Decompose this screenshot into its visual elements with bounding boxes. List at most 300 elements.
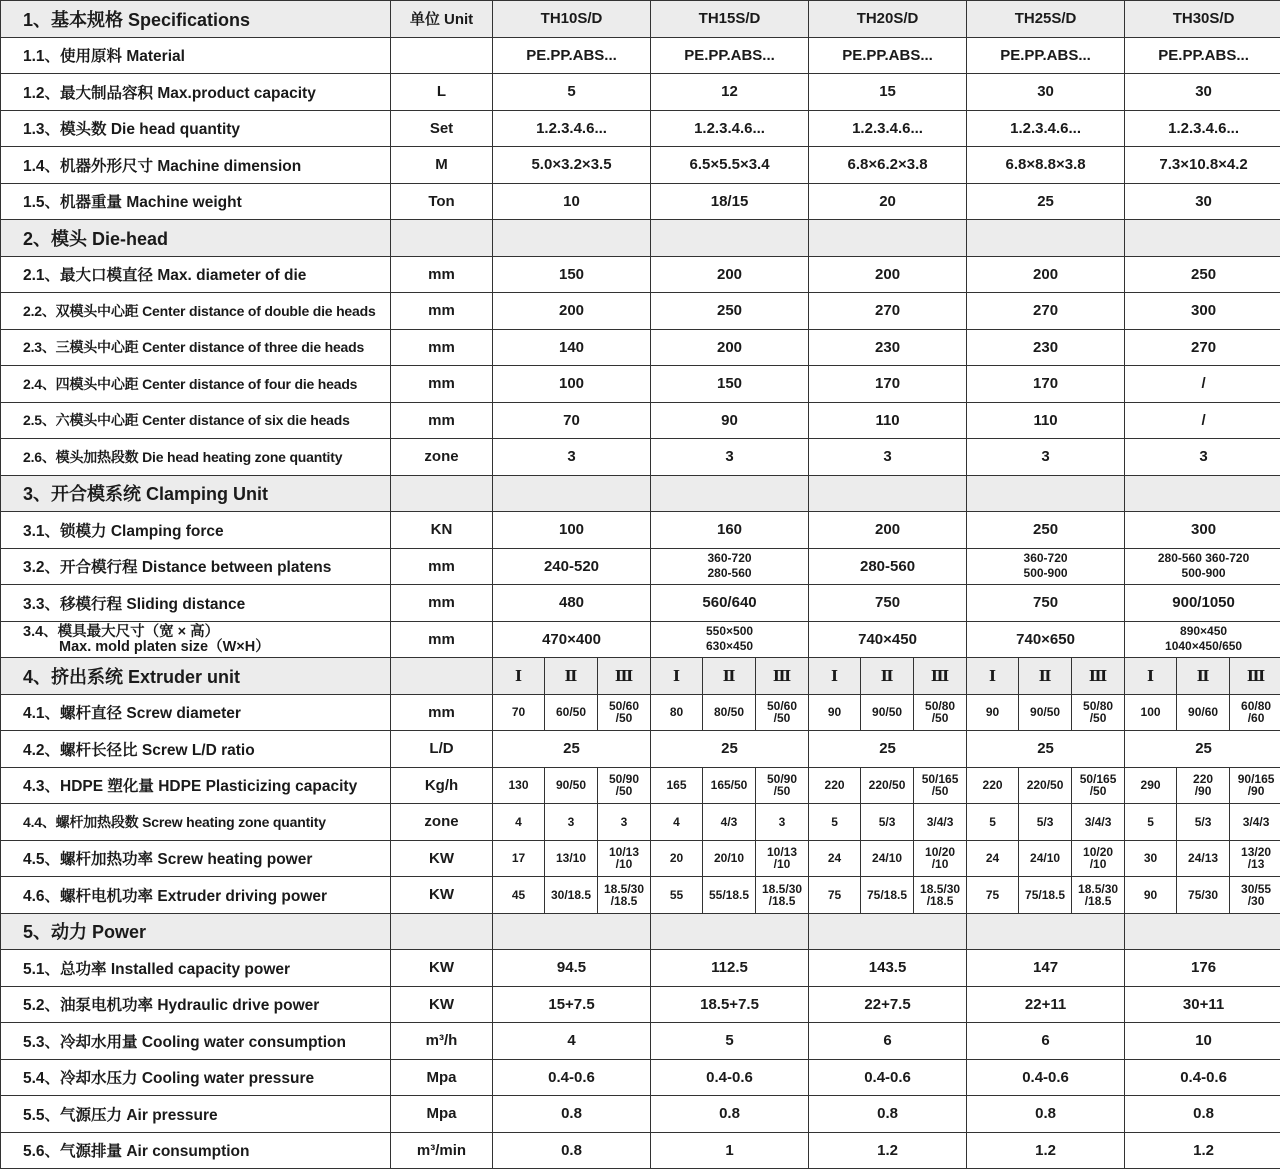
unit-cell: KN: [391, 512, 493, 549]
value-cell: 0.4-0.6: [967, 1059, 1125, 1096]
screw-value-cell: 60/50: [545, 694, 598, 731]
value-cell: 25: [1125, 731, 1280, 768]
screw-value-cell: 3/4/3: [914, 804, 967, 841]
row-label: 4.5、螺杆加热功率 Screw heating power: [1, 840, 391, 877]
value-cell: 5: [651, 1023, 809, 1060]
value-cell: 30: [1125, 183, 1280, 220]
screw-value-cell: [914, 694, 967, 731]
screw-index-cell: Ⅲ: [914, 658, 967, 695]
unit-header: 单位 Unit: [391, 1, 493, 38]
row-label: 5.4、冷却水压力 Cooling water pressure: [1, 1059, 391, 1096]
spec-row-mold-size: [1, 621, 1280, 658]
value-cell: [967, 548, 1125, 585]
unit-cell: mm: [391, 293, 493, 330]
value-cell: 1.2.3.4.6...: [493, 110, 651, 147]
value-cell: 270: [809, 293, 967, 330]
screw-value-cell: [756, 840, 809, 877]
row-label: 3.3、移模行程 Sliding distance: [1, 585, 391, 622]
value-cell: [651, 913, 809, 950]
cell-line: /50: [773, 784, 791, 799]
value-cell: 900/1050: [1125, 585, 1280, 622]
value-cell: 140: [493, 329, 651, 366]
value-cell: 240-520: [493, 548, 651, 585]
screw-index-cell: Ⅲ: [598, 658, 651, 695]
screw-value-cell: 220: [809, 767, 861, 804]
spec-row: [1, 1096, 1280, 1133]
cell-line: 280-560: [707, 566, 752, 581]
screw-value-cell: 17: [493, 840, 545, 877]
value-cell: [651, 621, 809, 658]
screw-value-cell: 3/4/3: [1072, 804, 1125, 841]
spec-row: [1, 110, 1280, 147]
screw-value-cell: 4/3: [703, 804, 756, 841]
cell-line: 10/20: [1083, 845, 1114, 860]
unit-cell: [391, 37, 493, 74]
screw-value-cell: [756, 767, 809, 804]
value-cell: 0.4-0.6: [809, 1059, 967, 1096]
value-cell: 15: [809, 74, 967, 111]
value-cell: [809, 475, 967, 512]
value-cell: 250: [651, 293, 809, 330]
unit-cell: mm: [391, 366, 493, 403]
row-label: 5.6、气源排量 Air consumption: [1, 1132, 391, 1169]
row-label: 2.1、最大口模直径 Max. diameter of die: [1, 256, 391, 293]
cell-line: 60/80: [1241, 699, 1272, 714]
row-label: 2.6、模头加热段数 Die head heating zone quantity: [1, 439, 391, 476]
unit-cell: L: [391, 74, 493, 111]
unit-cell: mm: [391, 621, 493, 658]
screw-value-cell: 55/18.5: [703, 877, 756, 914]
value-cell: 10: [1125, 1023, 1280, 1060]
screw-index-cell: Ⅱ: [545, 658, 598, 695]
value-cell: 0.8: [1125, 1096, 1280, 1133]
cell-line: 10/13: [767, 845, 798, 860]
screw-value-cell: 5/3: [861, 804, 914, 841]
value-cell: 0.4-0.6: [493, 1059, 651, 1096]
screw-value-cell: 5: [1125, 804, 1177, 841]
screw-index-cell: I: [651, 658, 703, 695]
row-label: 5.3、冷却水用量 Cooling water consumption: [1, 1023, 391, 1060]
value-cell: PE.PP.ABS...: [809, 37, 967, 74]
row-label: 4.3、HDPE 塑化量 HDPE Plasticizing capacity: [1, 767, 391, 804]
screw-value-cell: 100: [1125, 694, 1177, 731]
value-cell: 0.8: [967, 1096, 1125, 1133]
unit-cell: KW: [391, 986, 493, 1023]
screw-value-cell: 20/10: [703, 840, 756, 877]
value-cell: 1.2: [809, 1132, 967, 1169]
value-cell: 230: [809, 329, 967, 366]
screw-value-cell: [1230, 840, 1280, 877]
value-cell: 250: [967, 512, 1125, 549]
cell-line: /18.5: [1084, 893, 1112, 908]
spec-row: [1, 1132, 1280, 1169]
row-label: 1.4、机器外形尺寸 Machine dimension: [1, 147, 391, 184]
spec-row: [1, 804, 1280, 841]
screw-value-cell: 3: [545, 804, 598, 841]
screw-value-cell: 220/50: [861, 767, 914, 804]
value-cell: 147: [967, 950, 1125, 987]
value-cell: 15+7.5: [493, 986, 651, 1023]
value-cell: 30: [967, 74, 1125, 111]
screw-index-cell: Ⅲ: [756, 658, 809, 695]
screw-value-cell: 3/4/3: [1230, 804, 1280, 841]
value-cell: 25: [651, 731, 809, 768]
screw-value-cell: 90/50: [545, 767, 598, 804]
model-header: TH30S/D: [1125, 1, 1280, 38]
value-cell: 1.2: [1125, 1132, 1280, 1169]
screw-index-cell: Ⅲ: [1230, 658, 1280, 695]
cell-line: 500-900: [1023, 566, 1068, 581]
value-cell: 22+11: [967, 986, 1125, 1023]
cell-line: /10: [1089, 857, 1107, 872]
cell-line: 360-720: [707, 551, 752, 566]
value-cell: 112.5: [651, 950, 809, 987]
value-cell: [651, 220, 809, 257]
value-cell: [651, 548, 809, 585]
screw-value-cell: 45: [493, 877, 545, 914]
value-cell: 30: [1125, 74, 1280, 111]
cell-line: 13/20: [1241, 845, 1272, 860]
screw-value-cell: 165/50: [703, 767, 756, 804]
cell-line: 18.5/30: [762, 881, 803, 896]
unit-cell: zone: [391, 804, 493, 841]
screw-value-cell: 13/10: [545, 840, 598, 877]
screw-value-cell: 3: [756, 804, 809, 841]
value-cell: 270: [1125, 329, 1280, 366]
screw-value-cell: [1177, 767, 1230, 804]
value-cell: PE.PP.ABS...: [1125, 37, 1280, 74]
section-row-die-head: [1, 220, 1280, 257]
value-cell: 3: [809, 439, 967, 476]
cell-line: /60: [1247, 711, 1265, 726]
cell-line: 50/90: [767, 772, 798, 787]
value-cell: [493, 220, 651, 257]
screw-value-cell: [1072, 877, 1125, 914]
value-cell: 750: [967, 585, 1125, 622]
spec-row: [1, 74, 1280, 111]
cell-line: /10: [773, 857, 791, 872]
unit-cell: m³/min: [391, 1132, 493, 1169]
screw-value-cell: 20: [651, 840, 703, 877]
value-cell: 300: [1125, 293, 1280, 330]
spec-row: [1, 329, 1280, 366]
cell-line: 10/20: [925, 845, 956, 860]
value-cell: [1125, 913, 1280, 950]
row-label: 1.5、机器重量 Machine weight: [1, 183, 391, 220]
screw-value-cell: [1072, 840, 1125, 877]
header-row: [1, 1, 1280, 38]
row-label: 2.3、三模头中心距 Center distance of three die heads: [1, 329, 391, 366]
cell-line: 360-720: [1023, 551, 1068, 566]
value-cell: 12: [651, 74, 809, 111]
model-header: TH25S/D: [967, 1, 1125, 38]
cell-line: /18.5: [610, 893, 638, 908]
unit-cell: Set: [391, 110, 493, 147]
value-cell: [809, 913, 967, 950]
value-cell: 1.2.3.4.6...: [967, 110, 1125, 147]
screw-value-cell: 220: [967, 767, 1019, 804]
screw-value-cell: 90: [809, 694, 861, 731]
row-label: 1.1、使用原料 Material: [1, 37, 391, 74]
cell-line: 50/60: [767, 699, 798, 714]
section-title: 2、模头 Die-head: [1, 220, 391, 257]
cell-line: 90/165: [1237, 772, 1275, 787]
value-cell: PE.PP.ABS...: [651, 37, 809, 74]
unit-cell: KW: [391, 877, 493, 914]
section-row-power: [1, 913, 1280, 950]
screw-value-cell: [1072, 767, 1125, 804]
row-label: 2.2、双模头中心距 Center distance of double die heads: [1, 293, 391, 330]
spec-row: [1, 1059, 1280, 1096]
value-cell: [967, 913, 1125, 950]
spec-row: [1, 147, 1280, 184]
value-cell: 22+7.5: [809, 986, 967, 1023]
unit-cell: zone: [391, 439, 493, 476]
value-cell: 100: [493, 366, 651, 403]
screw-index-cell: Ⅱ: [1019, 658, 1072, 695]
value-cell: 25: [493, 731, 651, 768]
cell-line: /50: [931, 784, 949, 799]
cell-line: /10: [615, 857, 633, 872]
cell-line: /10: [931, 857, 949, 872]
screw-value-cell: 55: [651, 877, 703, 914]
screw-value-cell: 290: [1125, 767, 1177, 804]
screw-value-cell: 3: [598, 804, 651, 841]
section-title-specifications: 1、基本规格 Specifications: [1, 1, 391, 38]
row-label: 3.2、开合模行程 Distance between platens: [1, 548, 391, 585]
spec-row: [1, 877, 1280, 914]
value-cell: 18/15: [651, 183, 809, 220]
row-label: 3.1、锁模力 Clamping force: [1, 512, 391, 549]
cell-line: /50: [1089, 711, 1107, 726]
screw-value-cell: 5: [809, 804, 861, 841]
cell-line: /90: [1194, 784, 1212, 799]
spec-row: [1, 439, 1280, 476]
screw-value-cell: 130: [493, 767, 545, 804]
screw-value-cell: 4: [651, 804, 703, 841]
spec-row: [1, 1023, 1280, 1060]
value-cell: [1125, 475, 1280, 512]
unit-cell: KW: [391, 950, 493, 987]
value-cell: [1125, 220, 1280, 257]
screw-index-cell: Ⅱ: [861, 658, 914, 695]
cell-line: 550×500: [705, 624, 754, 639]
value-cell: /: [1125, 366, 1280, 403]
unit-cell: Mpa: [391, 1096, 493, 1133]
label-line: Max. mold platen size（W×H）: [59, 638, 270, 655]
value-cell: 6: [967, 1023, 1125, 1060]
screw-value-cell: 24/13: [1177, 840, 1230, 877]
value-cell: 4: [493, 1023, 651, 1060]
value-cell: [651, 475, 809, 512]
value-cell: 25: [809, 731, 967, 768]
value-cell: 280-560: [809, 548, 967, 585]
spec-row: [1, 183, 1280, 220]
screw-value-cell: 24/10: [1019, 840, 1072, 877]
screw-value-cell: 75: [809, 877, 861, 914]
value-cell: 25: [967, 731, 1125, 768]
model-header: TH10S/D: [493, 1, 651, 38]
screw-value-cell: 80: [651, 694, 703, 731]
spec-row: [1, 694, 1280, 731]
value-cell: [967, 220, 1125, 257]
section-row-extruder: [1, 658, 1280, 695]
screw-value-cell: 24: [809, 840, 861, 877]
value-cell: 200: [493, 293, 651, 330]
value-cell: 70: [493, 402, 651, 439]
cell-line: /30: [1247, 893, 1265, 908]
cell-line: 50/80: [1083, 699, 1114, 714]
value-cell: [967, 475, 1125, 512]
cell-line: 30/55: [1241, 881, 1272, 896]
value-cell: 200: [651, 329, 809, 366]
unit-cell: mm: [391, 694, 493, 731]
screw-value-cell: [1230, 767, 1280, 804]
screw-index-cell: Ⅱ: [1177, 658, 1230, 695]
screw-index-cell: I: [967, 658, 1019, 695]
value-cell: 200: [809, 512, 967, 549]
value-cell: 270: [967, 293, 1125, 330]
cell-line: 280-560 360-720: [1157, 551, 1250, 566]
value-cell: 560/640: [651, 585, 809, 622]
value-cell: 6: [809, 1023, 967, 1060]
value-cell: 740×450: [809, 621, 967, 658]
value-cell: 3: [493, 439, 651, 476]
value-cell: 470×400: [493, 621, 651, 658]
value-cell: 7.3×10.8×4.2: [1125, 147, 1280, 184]
cell-line: 1040×450/650: [1165, 639, 1243, 654]
spec-row: [1, 950, 1280, 987]
cell-line: /13: [1247, 857, 1265, 872]
cell-line: 50/90: [608, 772, 640, 787]
value-cell: 0.4-0.6: [651, 1059, 809, 1096]
value-cell: 6.8×6.2×3.8: [809, 147, 967, 184]
screw-value-cell: 80/50: [703, 694, 756, 731]
cell-line: 50/165: [1079, 772, 1117, 787]
value-cell: 25: [967, 183, 1125, 220]
screw-index-cell: I: [809, 658, 861, 695]
cell-line: /18.5: [926, 893, 954, 908]
screw-value-cell: 24/10: [861, 840, 914, 877]
unit-cell: mm: [391, 256, 493, 293]
screw-value-cell: [1230, 877, 1280, 914]
screw-value-cell: 4: [493, 804, 545, 841]
value-cell: 0.8: [493, 1132, 651, 1169]
value-cell: 1.2.3.4.6...: [809, 110, 967, 147]
screw-value-cell: 70: [493, 694, 545, 731]
value-cell: 10: [493, 183, 651, 220]
unit-cell: Kg/h: [391, 767, 493, 804]
value-cell: 100: [493, 512, 651, 549]
value-cell: 200: [809, 256, 967, 293]
value-cell: [493, 475, 651, 512]
row-label: 5.2、油泵电机功率 Hydraulic drive power: [1, 986, 391, 1023]
value-cell: PE.PP.ABS...: [967, 37, 1125, 74]
cell-line: /18.5: [768, 893, 796, 908]
screw-value-cell: 90/50: [1019, 694, 1072, 731]
value-cell: 1.2.3.4.6...: [1125, 110, 1280, 147]
screw-index-cell: I: [1125, 658, 1177, 695]
spec-row: [1, 402, 1280, 439]
spec-row: [1, 840, 1280, 877]
screw-value-cell: 165: [651, 767, 703, 804]
value-cell: 200: [967, 256, 1125, 293]
screw-value-cell: [598, 840, 651, 877]
value-cell: 480: [493, 585, 651, 622]
value-cell: 1.2: [967, 1132, 1125, 1169]
row-label: 4.4、螺杆加热段数 Screw heating zone quantity: [1, 804, 391, 841]
value-cell: 200: [651, 256, 809, 293]
value-cell: 170: [967, 366, 1125, 403]
row-label: 1.3、模头数 Die head quantity: [1, 110, 391, 147]
value-cell: 143.5: [809, 950, 967, 987]
screw-value-cell: [756, 694, 809, 731]
value-cell: 176: [1125, 950, 1280, 987]
unit-cell: [391, 475, 493, 512]
value-cell: 110: [967, 402, 1125, 439]
screw-value-cell: [914, 840, 967, 877]
cell-line: 50/80: [925, 699, 956, 714]
screw-value-cell: 24: [967, 840, 1019, 877]
value-cell: 1: [651, 1132, 809, 1169]
model-header: TH15S/D: [651, 1, 809, 38]
value-cell: 230: [967, 329, 1125, 366]
value-cell: 0.4-0.6: [1125, 1059, 1280, 1096]
value-cell: 5.0×3.2×3.5: [493, 147, 651, 184]
unit-cell: Mpa: [391, 1059, 493, 1096]
row-label: 4.1、螺杆直径 Screw diameter: [1, 694, 391, 731]
screw-value-cell: [914, 877, 967, 914]
screw-value-cell: [1072, 694, 1125, 731]
row-label: 5.5、气源压力 Air pressure: [1, 1096, 391, 1133]
cell-line: 890×450: [1180, 624, 1228, 639]
screw-index-cell: Ⅲ: [1072, 658, 1125, 695]
row-label: [1, 621, 391, 658]
screw-value-cell: [756, 877, 809, 914]
value-cell: 0.8: [651, 1096, 809, 1133]
section-title: 4、挤出系统 Extruder unit: [1, 658, 391, 695]
value-cell: 6.8×8.8×3.8: [967, 147, 1125, 184]
value-cell: 3: [651, 439, 809, 476]
unit-cell: m³/h: [391, 1023, 493, 1060]
value-cell: 3: [967, 439, 1125, 476]
cell-line: /50: [1089, 784, 1107, 799]
unit-cell: [391, 913, 493, 950]
value-cell: 160: [651, 512, 809, 549]
cell-line: 630×450: [705, 639, 754, 654]
cell-line: /50: [615, 784, 633, 799]
value-cell: 3: [1125, 439, 1280, 476]
screw-value-cell: [598, 767, 651, 804]
screw-value-cell: [1230, 694, 1280, 731]
unit-cell: mm: [391, 548, 493, 585]
unit-cell: KW: [391, 840, 493, 877]
section-title: 3、开合模系统 Clamping Unit: [1, 475, 391, 512]
row-label: 4.6、螺杆电机功率 Extruder driving power: [1, 877, 391, 914]
unit-cell: mm: [391, 402, 493, 439]
unit-cell: L/D: [391, 731, 493, 768]
spec-row: [1, 548, 1280, 585]
cell-line: /50: [773, 711, 791, 726]
value-cell: 740×650: [967, 621, 1125, 658]
screw-value-cell: 90/60: [1177, 694, 1230, 731]
screw-index-cell: I: [493, 658, 545, 695]
section-title: 5、动力 Power: [1, 913, 391, 950]
value-cell: /: [1125, 402, 1280, 439]
screw-value-cell: 75/18.5: [1019, 877, 1072, 914]
screw-value-cell: 90: [1125, 877, 1177, 914]
screw-value-cell: 30/18.5: [545, 877, 598, 914]
